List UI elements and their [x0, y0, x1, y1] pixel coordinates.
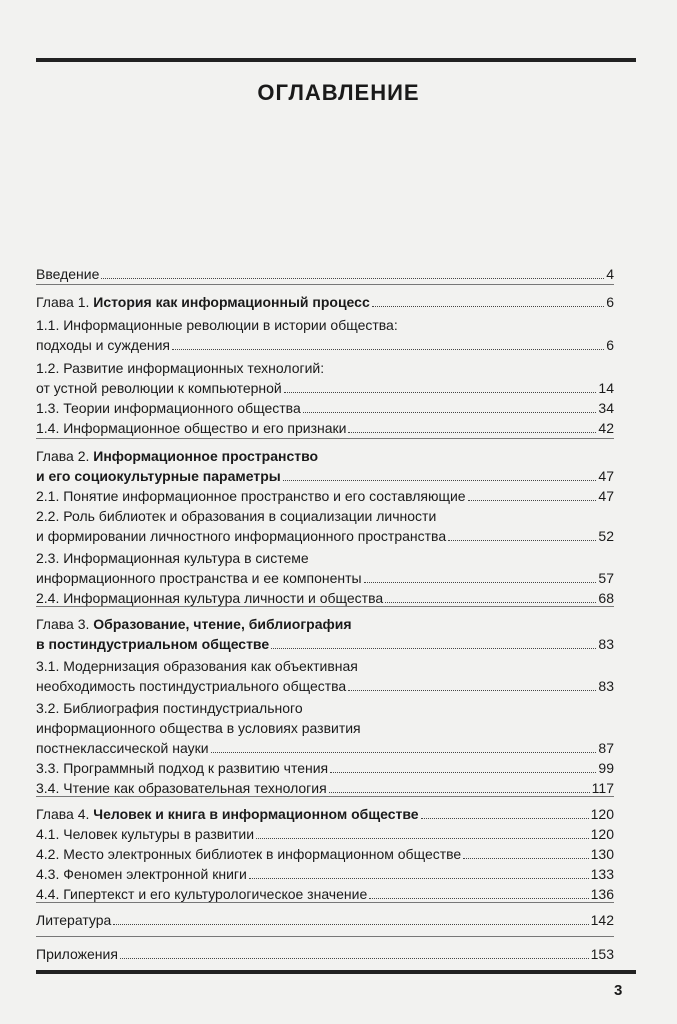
- toc-entry: [36, 588, 614, 608]
- dot-leader: [113, 910, 588, 925]
- toc-entry-text: Приложения: [36, 946, 118, 962]
- toc-entry: [36, 884, 614, 904]
- toc-entry-title: [36, 506, 436, 526]
- toc-entry: [36, 778, 614, 798]
- toc-entry: [36, 738, 614, 758]
- toc-entry-title: [36, 315, 398, 335]
- dot-leader: [448, 526, 596, 541]
- dot-leader: [283, 466, 597, 481]
- toc-entry-title: [36, 588, 383, 608]
- toc-entry-text: 2.4. Информационная культура личности и общества: [36, 590, 384, 606]
- section-divider: [36, 936, 614, 937]
- toc-entry-text: и формировании личностного информационного пространства: [36, 528, 447, 544]
- dot-leader: [421, 804, 589, 819]
- toc-entry: [36, 568, 614, 588]
- toc-page-number: 34: [598, 400, 614, 416]
- toc-entry-title: [36, 378, 282, 398]
- toc-page-number: 120: [590, 826, 614, 842]
- toc-entry: [36, 656, 614, 676]
- toc-entry-text: постнеклассической науки: [36, 740, 209, 756]
- toc-entry: [36, 506, 614, 526]
- toc-entry-chapter-title: Образование, чтение, библиография: [93, 616, 352, 632]
- toc-entry: [36, 824, 614, 844]
- dot-leader: [364, 568, 597, 583]
- toc-entry-text: 4.1. Человек культуры в развитии: [36, 826, 255, 842]
- toc-entry: [36, 718, 614, 738]
- toc-entry-title: [36, 292, 370, 312]
- toc-page-number: 83: [598, 678, 614, 694]
- dot-leader: [369, 884, 588, 899]
- toc-page-number: 4: [606, 266, 614, 282]
- toc-entry-text: 1.1. Информационные революции в истории общества:: [36, 317, 398, 333]
- dot-leader: [172, 335, 604, 350]
- toc-entry-title: [36, 614, 352, 634]
- toc-entry: [36, 758, 614, 778]
- toc-entry: [36, 398, 614, 418]
- toc-entry-title: [36, 778, 327, 798]
- toc-page-number: 68: [598, 590, 614, 606]
- toc-entry: [36, 358, 614, 378]
- dot-leader: [284, 378, 597, 393]
- page-number: 3: [614, 982, 623, 999]
- section-divider: [36, 606, 614, 607]
- toc-entry-text: от устной революции к компьютерной: [36, 380, 282, 396]
- section-divider: [36, 438, 614, 439]
- toc-entry-text: 4.3. Феномен электронной книги: [36, 866, 247, 882]
- toc-entry: [36, 292, 614, 312]
- toc-entry-title: [36, 418, 346, 438]
- toc-page-number: 14: [598, 380, 614, 396]
- toc-entry: [36, 614, 614, 634]
- dot-leader: [271, 634, 596, 649]
- toc-entry-title: [36, 944, 118, 964]
- toc-entry-title: [36, 634, 269, 654]
- toc-entry-text: Глава 3.: [36, 616, 94, 632]
- toc-entry-title: [36, 398, 301, 418]
- toc-entry-text: Глава 1.: [36, 294, 94, 310]
- toc-entry-text: 3.1. Модернизация образования как объективная: [36, 658, 358, 674]
- toc-page-number: 47: [598, 468, 614, 484]
- toc-entry-chapter-title: История как информационный процесс: [93, 294, 370, 310]
- toc-entry-chapter-title: в постиндустриальном обществе: [36, 636, 270, 652]
- toc-page-number: 47: [598, 488, 614, 504]
- toc-entry-text: информационного общества в условиях развития: [36, 720, 361, 736]
- toc-entry: [36, 944, 614, 964]
- toc-entry-text: 2.2. Роль библиотек и образования в социализации личности: [36, 508, 437, 524]
- toc-entry: [36, 698, 614, 718]
- toc-entry: [36, 526, 614, 546]
- toc-page-number: 57: [598, 570, 614, 586]
- toc-entry-text: 1.2. Развитие информационных технологий:: [36, 360, 325, 376]
- toc-entry: [36, 804, 614, 824]
- toc-entry: [36, 335, 614, 355]
- toc-entry: [36, 315, 614, 335]
- toc-entry-chapter-title: и его социокультурные параметры: [36, 468, 281, 484]
- toc-page-number: 120: [590, 806, 614, 822]
- toc-entry-title: [36, 656, 358, 676]
- toc-entry-text: 2.3. Информационная культура в системе: [36, 550, 309, 566]
- dot-leader: [249, 864, 589, 879]
- toc-entry-chapter-title: Человек и книга в информационном обществе: [93, 806, 419, 822]
- toc-page-number: 136: [590, 886, 614, 902]
- toc-entry: [36, 548, 614, 568]
- toc-entry-title: [36, 446, 318, 466]
- dot-leader: [372, 292, 604, 307]
- toc-page-number: 87: [598, 740, 614, 756]
- toc-entry-text: Литература: [36, 912, 112, 928]
- toc-entry-text: 3.2. Библиография постиндустриального: [36, 700, 303, 716]
- toc-entry: [36, 264, 614, 284]
- section-divider: [36, 284, 614, 285]
- toc-page-number: 130: [590, 846, 614, 862]
- toc-entry-title: [36, 824, 254, 844]
- toc-entry-title: [36, 526, 446, 546]
- toc-page-number: 6: [606, 294, 614, 310]
- toc-entry: [36, 486, 614, 506]
- toc-entry-title: [36, 844, 461, 864]
- page-title: ОГЛАВЛЕНИЕ: [257, 80, 420, 105]
- dot-leader: [330, 758, 596, 773]
- section-divider: [36, 902, 614, 903]
- toc-entry-title: [36, 910, 111, 930]
- toc-page-number: 42: [598, 420, 614, 436]
- toc-entry-text: Глава 2.: [36, 448, 94, 464]
- toc-entry: [36, 910, 614, 930]
- toc-entry-title: [36, 548, 309, 568]
- dot-leader: [348, 418, 596, 433]
- toc-entry: [36, 378, 614, 398]
- toc-entry-text: Введение: [36, 266, 100, 282]
- top-rule: [36, 58, 636, 62]
- toc-entry-text: подходы и суждения: [36, 337, 170, 353]
- toc-entry-title: [36, 466, 281, 486]
- toc-entry-title: [36, 676, 346, 696]
- dot-leader: [120, 944, 589, 959]
- toc-entry-title: [36, 568, 362, 588]
- toc-entry: [36, 466, 614, 486]
- toc-entry-text: 4.2. Место электронных библиотек в информационном обществе: [36, 846, 462, 862]
- toc-entry: [36, 864, 614, 884]
- toc-entry-title: [36, 718, 361, 738]
- dot-leader: [101, 264, 604, 279]
- toc-entry-text: информационного пространства и ее компоненты: [36, 570, 362, 586]
- section-divider: [36, 796, 614, 797]
- toc-page-number: 6: [606, 337, 614, 353]
- dot-leader: [468, 486, 597, 501]
- toc-entry-title: [36, 758, 328, 778]
- dot-leader: [256, 824, 589, 839]
- toc-entry-title: [36, 335, 170, 355]
- dot-leader: [385, 588, 596, 603]
- toc-entry-text: 1.4. Информационное общество и его признаки: [36, 420, 347, 436]
- toc-page-number: 142: [590, 912, 614, 928]
- dot-leader: [348, 676, 596, 691]
- toc-entry-title: [36, 804, 419, 824]
- dot-leader: [303, 398, 597, 413]
- toc-entry-text: 4.4. Гипертекст и его культурологическое значение: [36, 886, 368, 902]
- toc-page-number: 133: [590, 866, 614, 882]
- toc-entry-text: 2.1. Понятие информационное пространство и его составляющие: [36, 488, 466, 504]
- dot-leader: [329, 778, 590, 793]
- toc-entry-text: 3.3. Программный подход к развитию чтения: [36, 760, 329, 776]
- toc-page-number: 99: [598, 760, 614, 776]
- toc-entry-title: [36, 884, 367, 904]
- dot-leader: [463, 844, 588, 859]
- toc-entry-text: 3.4. Чтение как образовательная технология: [36, 780, 327, 796]
- toc-entry-chapter-title: Информационное пространство: [93, 448, 319, 464]
- dot-leader: [211, 738, 597, 753]
- toc-entry: [36, 844, 614, 864]
- toc-entry-title: [36, 738, 209, 758]
- toc-entry-text: 1.3. Теории информационного общества: [36, 400, 301, 416]
- toc-entry-text: необходимость постиндустриального общества: [36, 678, 347, 694]
- toc-entry: [36, 446, 614, 466]
- toc-entry: [36, 676, 614, 696]
- toc-page-number: 117: [591, 780, 614, 796]
- toc-page-number: 83: [598, 636, 614, 652]
- toc-entry: [36, 634, 614, 654]
- bottom-rule: [36, 970, 636, 974]
- toc-page-number: 52: [598, 528, 614, 544]
- toc-entry-title: [36, 264, 99, 284]
- toc-entry: [36, 418, 614, 438]
- toc-entry-title: [36, 698, 303, 718]
- toc-entry-title: [36, 358, 324, 378]
- toc-entry-title: [36, 486, 466, 506]
- toc-page-number: 153: [590, 946, 614, 962]
- toc-entry-text: Глава 4.: [36, 806, 94, 822]
- toc-entry-title: [36, 864, 247, 884]
